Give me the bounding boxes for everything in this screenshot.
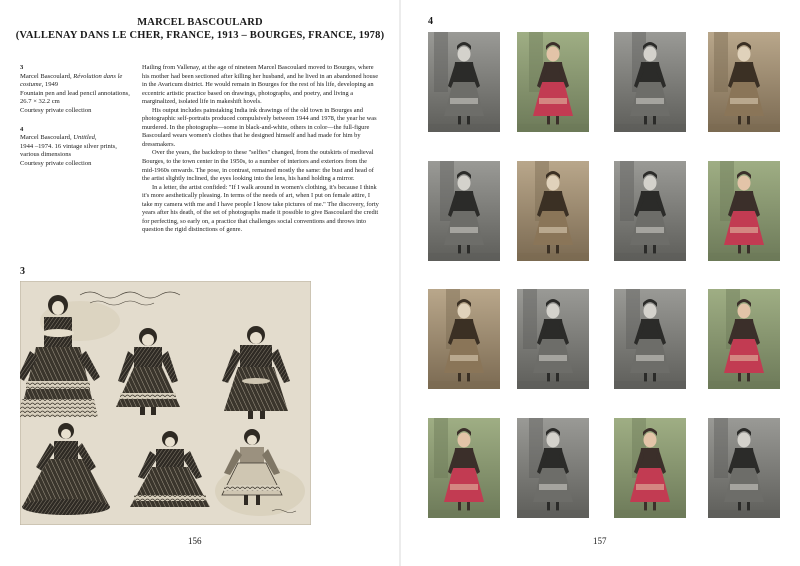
- self-portrait-photo: [428, 32, 500, 132]
- essay-text: [142, 64, 380, 235]
- caption-number: 4: [20, 125, 24, 133]
- book-gutter: [399, 0, 401, 566]
- caption-3: [20, 64, 132, 116]
- self-portrait-photo: [517, 418, 589, 518]
- caption-medium: 1944 –1974. 16 vintage silver prints, various dimensions: [20, 142, 117, 159]
- page-number-right: 157: [593, 536, 607, 546]
- essay-paragraph: Over the years, the backdrop to these "selfies" changed, from the outskirts of medieval Bourges, to the town center in the 1950s, to a number of interiors and exteriors from the mid-1960s onwards. The pose, in contrast, remained mostly the same: the bust and head of the artist slightly inclined, the eyes looking into the lens, his hand holding a mirror.: [142, 149, 374, 183]
- figure-number-4: 4: [428, 16, 433, 27]
- self-portrait-photo: [517, 32, 589, 132]
- self-portrait-photo: [614, 418, 686, 518]
- caption-title-line: Marcel Bascoulard, Révolution dans le costume, 1949: [20, 72, 123, 89]
- self-portrait-photo: [708, 418, 780, 518]
- self-portrait-photo: [428, 289, 500, 389]
- essay-paragraph: In a letter, the artist confided: "If I walk around in women's clothing, it's because I think it's more aesthetically pleasing. In terms of the needs of art, when I put on female attire, I take my camera with me and I have people I know take pictures of me." The discovery, forty years after his death, of the set of photographs made it possible to give Bascoulard the credit for perfecting, so early on, a practice that challenges social conventions and throws into question the rigid distinctions of genre.: [142, 183, 379, 234]
- caption-credit: Courtesy private collection: [20, 159, 92, 167]
- self-portrait-photo: [708, 32, 780, 132]
- caption-work-title: Untitled: [73, 134, 95, 142]
- artist-title: [0, 16, 400, 42]
- artist-name: MARCEL BASCOULARD: [137, 17, 263, 28]
- caption-number: 3: [20, 64, 24, 71]
- page-number-left: 156: [188, 536, 202, 546]
- self-portrait-photo: [428, 418, 500, 518]
- self-portrait-photo: [614, 32, 686, 132]
- caption-work-title: Révolution dans le costume: [20, 72, 123, 89]
- self-portrait-photo: [614, 289, 686, 389]
- self-portrait-photo: [614, 161, 686, 261]
- caption-title-line: Marcel Bascoulard, Untitled,: [20, 134, 97, 142]
- essay-paragraph: Hailing from Vallenay, at the age of nineteen Marcel Bascoulard moved to Bourges, where his mother had been sectioned after killing her husband, and he lived in an abandoned house in the Avaricum district. He would remain in Bourges for the rest of his life, developing an eccentric artistic practice based on drawings, photographs, and poetry, and living a marginalized, isolated life in makeshift hovels.: [142, 64, 379, 106]
- self-portrait-photo: [517, 161, 589, 261]
- costume-drawing-image: [20, 281, 311, 525]
- caption-medium: Fountain pen and lead pencil annotations, 26.7 × 32.2 cm: [20, 89, 130, 106]
- self-portrait-photo: [428, 161, 500, 261]
- essay-paragraph: His output includes painstaking India ink drawings of the old town in Bourges and photographic self-portraits produced compulsively between 1944 and 1978, the year he was murdered. In the photographs—some in black-and-white, others in color—the full-figure Bascoulard wears women's clothes that he designed himself and had made for him by dressmakers.: [142, 106, 377, 148]
- self-portrait-photo: [517, 289, 589, 389]
- figure-number-3: 3: [20, 266, 25, 277]
- caption-credit: Courtesy private collection: [20, 106, 92, 114]
- self-portrait-photo: [708, 289, 780, 389]
- caption-column: [20, 64, 132, 179]
- self-portrait-photo: [708, 161, 780, 261]
- caption-4: [20, 126, 132, 169]
- artist-dates: (VALLENAY DANS LE CHER, FRANCE, 1913 – BOURGES, FRANCE, 1978): [15, 30, 385, 41]
